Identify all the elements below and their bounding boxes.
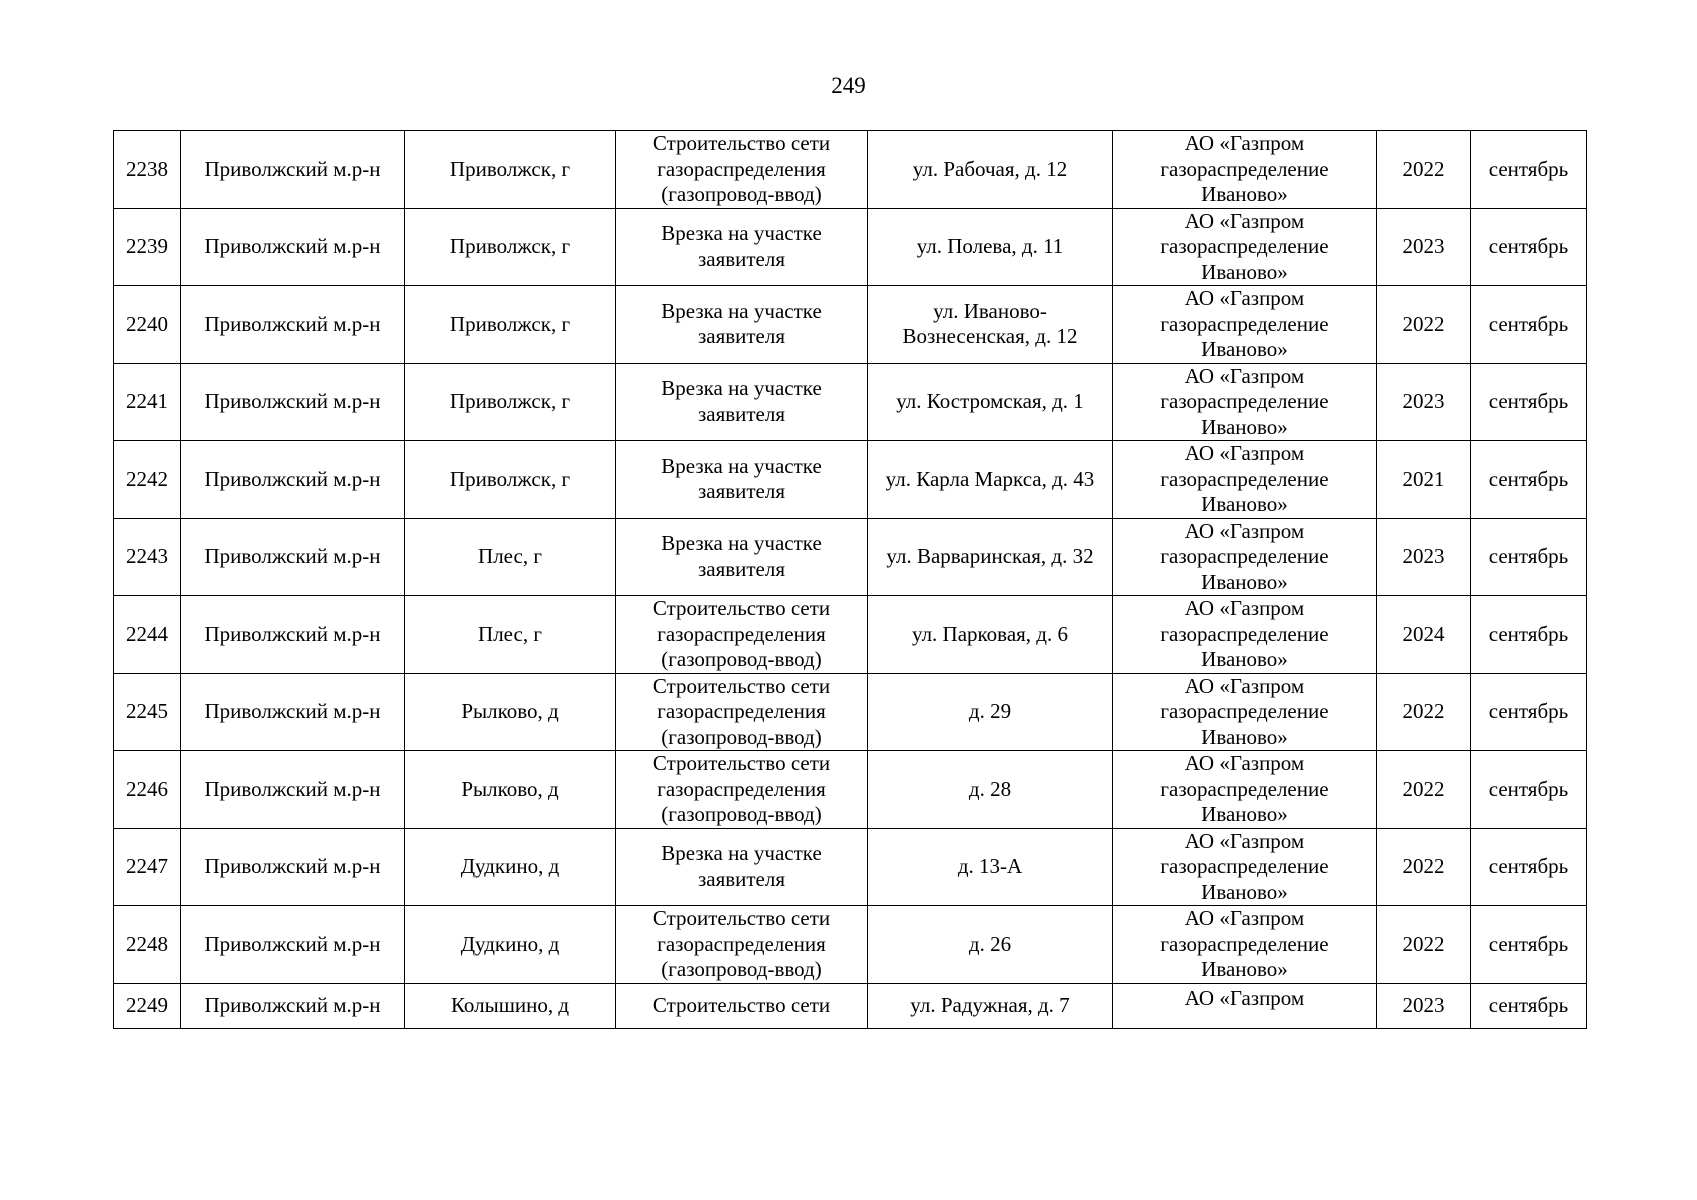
address-cell: ул. Радужная, д. 7 [868,983,1113,1028]
row-number-cell: 2240 [114,286,181,364]
address-cell: д. 26 [868,906,1113,984]
organization-cell: АО «Газпром газораспределение Иваново» [1113,363,1377,441]
address-cell: ул. Иваново-Вознесенская, д. 12 [868,286,1113,364]
month-cell: сентябрь [1471,131,1587,209]
work-type-cell: Врезка на участке заявителя [616,828,868,906]
row-number-cell: 2248 [114,906,181,984]
work-type-cell: Строительство сети газораспределения (газопровод-ввод) [616,673,868,751]
work-type-cell: Врезка на участке заявителя [616,208,868,286]
organization-cell: АО «Газпром [1113,983,1377,1028]
year-cell: 2022 [1377,131,1471,209]
row-number-cell: 2239 [114,208,181,286]
district-cell: Приволжский м.р-н [181,906,405,984]
table-row [114,208,1587,286]
table-row [114,131,1587,209]
table-row [114,828,1587,906]
year-cell: 2022 [1377,751,1471,829]
work-type-cell: Строительство сети газораспределения (газопровод-ввод) [616,596,868,674]
work-type-cell: Врезка на участке заявителя [616,518,868,596]
row-number-cell: 2246 [114,751,181,829]
row-number-cell: 2241 [114,363,181,441]
year-cell: 2022 [1377,286,1471,364]
row-number-cell: 2242 [114,441,181,519]
locality-cell: Плес, г [405,518,616,596]
year-cell: 2024 [1377,596,1471,674]
row-number-cell: 2244 [114,596,181,674]
row-number-cell: 2247 [114,828,181,906]
district-cell: Приволжский м.р-н [181,673,405,751]
year-cell: 2022 [1377,906,1471,984]
organization-cell: АО «Газпром газораспределение Иваново» [1113,286,1377,364]
locality-cell: Приволжск, г [405,363,616,441]
month-cell: сентябрь [1471,518,1587,596]
page-number: 249 [831,73,866,98]
table-body [114,131,1587,1029]
address-cell: д. 28 [868,751,1113,829]
district-cell: Приволжский м.р-н [181,441,405,519]
locality-cell: Приволжск, г [405,131,616,209]
address-cell: ул. Рабочая, д. 12 [868,131,1113,209]
organization-cell: АО «Газпром газораспределение Иваново» [1113,131,1377,209]
organization-cell: АО «Газпром газораспределение Иваново» [1113,596,1377,674]
table-row [114,518,1587,596]
month-cell: сентябрь [1471,208,1587,286]
month-cell: сентябрь [1471,751,1587,829]
work-type-cell: Строительство сети [616,983,868,1028]
organization-cell: АО «Газпром газораспределение Иваново» [1113,518,1377,596]
district-cell: Приволжский м.р-н [181,828,405,906]
table-row [114,441,1587,519]
year-cell: 2023 [1377,983,1471,1028]
year-cell: 2023 [1377,518,1471,596]
year-cell: 2023 [1377,208,1471,286]
work-type-cell: Строительство сети газораспределения (газопровод-ввод) [616,906,868,984]
row-number-cell: 2245 [114,673,181,751]
address-cell: ул. Парковая, д. 6 [868,596,1113,674]
row-number-cell: 2243 [114,518,181,596]
month-cell: сентябрь [1471,828,1587,906]
locality-cell: Колышино, д [405,983,616,1028]
district-cell: Приволжский м.р-н [181,518,405,596]
organization-cell: АО «Газпром газораспределение Иваново» [1113,828,1377,906]
address-cell: ул. Варваринская, д. 32 [868,518,1113,596]
address-cell: ул. Костромская, д. 1 [868,363,1113,441]
locality-cell: Плес, г [405,596,616,674]
address-cell: ул. Полева, д. 11 [868,208,1113,286]
month-cell: сентябрь [1471,673,1587,751]
address-cell: ул. Карла Маркса, д. 43 [868,441,1113,519]
organization-cell: АО «Газпром газораспределение Иваново» [1113,208,1377,286]
year-cell: 2023 [1377,363,1471,441]
district-cell: Приволжский м.р-н [181,286,405,364]
table-row [114,983,1587,1028]
row-number-cell: 2238 [114,131,181,209]
table-row [114,286,1587,364]
organization-cell: АО «Газпром газораспределение Иваново» [1113,673,1377,751]
month-cell: сентябрь [1471,906,1587,984]
locality-cell: Дудкино, д [405,906,616,984]
year-cell: 2022 [1377,673,1471,751]
locality-cell: Приволжск, г [405,286,616,364]
address-cell: д. 29 [868,673,1113,751]
district-cell: Приволжский м.р-н [181,751,405,829]
table-row [114,906,1587,984]
locality-cell: Приволжск, г [405,441,616,519]
locality-cell: Рылково, д [405,751,616,829]
district-cell: Приволжский м.р-н [181,596,405,674]
locality-cell: Приволжск, г [405,208,616,286]
table-row [114,596,1587,674]
year-cell: 2021 [1377,441,1471,519]
month-cell: сентябрь [1471,983,1587,1028]
row-number-cell: 2249 [114,983,181,1028]
district-cell: Приволжский м.р-н [181,208,405,286]
gasification-table [113,130,1587,1029]
address-cell: д. 13-А [868,828,1113,906]
year-cell: 2022 [1377,828,1471,906]
organization-cell: АО «Газпром газораспределение Иваново» [1113,906,1377,984]
district-cell: Приволжский м.р-н [181,983,405,1028]
work-type-cell: Строительство сети газораспределения (газопровод-ввод) [616,751,868,829]
district-cell: Приволжский м.р-н [181,363,405,441]
work-type-cell: Строительство сети газораспределения (газопровод-ввод) [616,131,868,209]
month-cell: сентябрь [1471,363,1587,441]
month-cell: сентябрь [1471,596,1587,674]
organization-cell: АО «Газпром газораспределение Иваново» [1113,441,1377,519]
month-cell: сентябрь [1471,286,1587,364]
work-type-cell: Врезка на участке заявителя [616,286,868,364]
table-row [114,363,1587,441]
work-type-cell: Врезка на участке заявителя [616,363,868,441]
table-row [114,673,1587,751]
organization-cell: АО «Газпром газораспределение Иваново» [1113,751,1377,829]
locality-cell: Дудкино, д [405,828,616,906]
work-type-cell: Врезка на участке заявителя [616,441,868,519]
locality-cell: Рылково, д [405,673,616,751]
district-cell: Приволжский м.р-н [181,131,405,209]
month-cell: сентябрь [1471,441,1587,519]
table-row [114,751,1587,829]
